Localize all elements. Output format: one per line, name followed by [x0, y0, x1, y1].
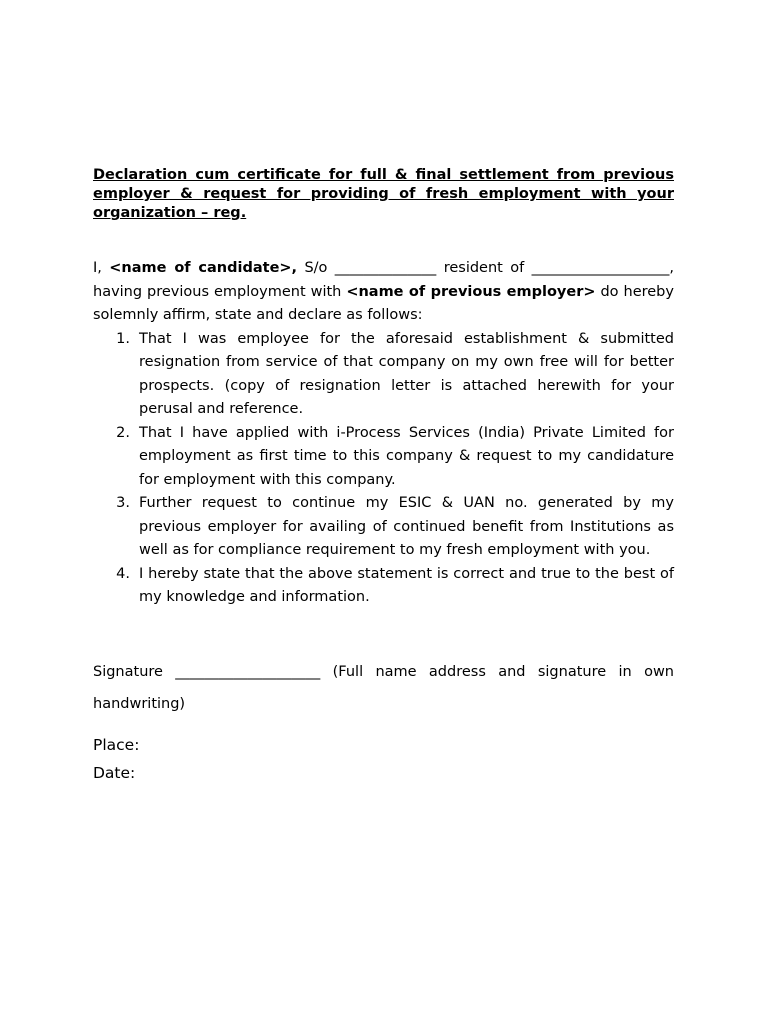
- signature-line: Signature ____________________ (Full name address and signature in own handwriting): [93, 663, 674, 712]
- intro-suffix: do hereby solemnly affirm, state and declare as follows:: [93, 283, 674, 323]
- list-item-text: Further request to continue my ESIC & UAN no. generated by my previous employer for availing of continued benefit from Institutions as well as for compliance requirement to my fresh employment with you.: [139, 495, 674, 558]
- intro-prefix: I,: [93, 260, 110, 276]
- list-item: [93, 492, 674, 563]
- list-item: [93, 563, 674, 610]
- list-item: [93, 328, 674, 422]
- intro-middle: S/o ______________ resident of ___________________, having previous employment with: [93, 260, 674, 300]
- list-item-number: 3.: [116, 495, 130, 511]
- date-label: Date:: [93, 763, 136, 782]
- list-item-text: That I have applied with i-Process Services (India) Private Limited for employment as first time to this company & request to my candidature for employment with this company.: [139, 424, 674, 488]
- document-body: [93, 166, 674, 787]
- document-title: Declaration cum certificate for full & final settlement from previous employer & request for providing of fresh employment with your organization – reg.: [93, 167, 674, 221]
- list-item-number: 1.: [116, 330, 130, 347]
- declaration-list: [93, 328, 674, 610]
- list-item-text: That I was employee for the aforesaid establishment & submitted resignation from service of that company on my own free will for better prospects. (copy of resignation letter is attached herewith for your perusal and reference.: [139, 330, 674, 417]
- list-item-text: I hereby state that the above statement is correct and true to the best of my knowledge and information.: [139, 565, 674, 605]
- previous-employer-placeholder: <name of previous employer>: [346, 283, 596, 300]
- intro-paragraph: [93, 257, 674, 328]
- list-item: [93, 422, 674, 493]
- list-item-number: 4.: [116, 565, 130, 582]
- candidate-name-placeholder: <name of candidate>,: [109, 260, 298, 276]
- list-item-number: 2.: [116, 424, 130, 441]
- place-label: Place:: [93, 735, 140, 754]
